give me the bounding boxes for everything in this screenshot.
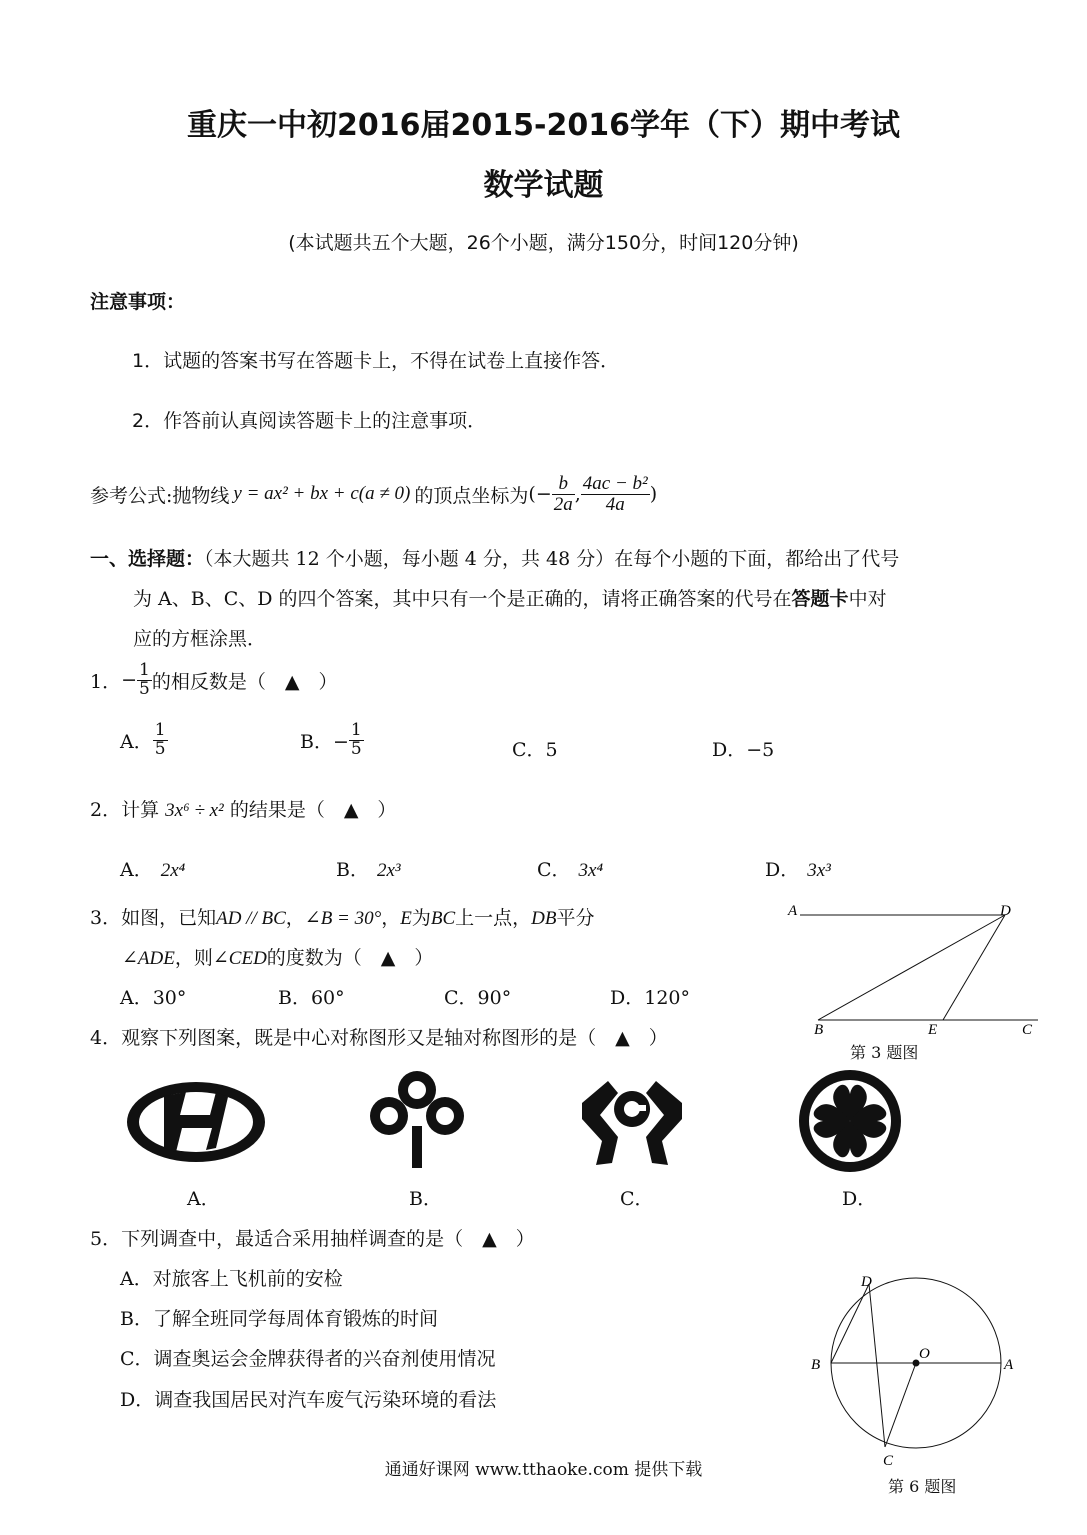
- q3-line1-f: 平分: [556, 907, 595, 929]
- question-1: [90, 662, 337, 699]
- q1-option-c[interactable]: C．5: [512, 739, 558, 761]
- q1-option-b-den: 5: [350, 738, 362, 759]
- question-5: 5．下列调查中，最适合采用抽样调查的是（ ▲ ）: [90, 1228, 535, 1250]
- q2-option-a-label: A．: [120, 859, 153, 881]
- q5-option-b[interactable]: B．了解全班同学每周体育锻炼的时间: [120, 1308, 438, 1330]
- formula-middle: 的顶点坐标为: [414, 484, 529, 507]
- q2-num: 2．: [90, 799, 122, 821]
- q2-expression: 3x⁶ ÷ x²: [165, 800, 224, 821]
- q2-text-a: 计算: [121, 799, 160, 821]
- fig6-point-C-label: C: [883, 1453, 894, 1469]
- section1-desc-2-bold: 答题卡: [791, 588, 849, 610]
- q2-option-a[interactable]: [120, 855, 185, 882]
- q1-option-a-den: 5: [154, 738, 166, 759]
- q3-line1-m2: ∠B = 30°: [304, 908, 382, 929]
- q1-option-b-fraction: [349, 722, 364, 759]
- q1-option-a[interactable]: [120, 722, 168, 759]
- q3-line1-a: 3．如图，已知: [90, 907, 217, 929]
- q2-option-a-expr: 2x⁴: [160, 860, 186, 881]
- footer-source: 通通好课网 www.tthaoke.com 提供下载: [384, 1460, 703, 1480]
- reference-formula: [90, 466, 657, 522]
- q2-option-d[interactable]: [765, 855, 831, 882]
- logo-c-hands-icon[interactable]: [578, 1075, 686, 1169]
- formula-frac2-den: 4a: [605, 493, 625, 515]
- notice-item-2: 2．作答前认真阅读答题卡上的注意事项．: [132, 410, 487, 432]
- section1-heading: 一、选择题：: [90, 548, 205, 570]
- q1-option-b-label: B．−: [300, 730, 349, 753]
- line-BD: [818, 915, 1005, 1020]
- formula-frac2: [581, 474, 650, 515]
- fig6-point-O-label: O: [919, 1346, 930, 1362]
- q3-line1-d: 为: [411, 907, 431, 929]
- section1-desc-2a: 为 A、B、C、D 的四个答案，其中只有一个是正确的，请将正确答案的代号在: [133, 588, 792, 610]
- q3-line2-a: ，则: [174, 947, 213, 969]
- q3-line1-m1: AD // BC: [216, 908, 286, 929]
- formula-prefix: 参考公式:抛物线: [90, 484, 230, 507]
- line-ED: [943, 915, 1005, 1020]
- q1-option-a-num: 1: [154, 720, 166, 740]
- formula-open: (−: [528, 483, 552, 505]
- exam-title: 重庆一中初2016届2015-2016学年（下）期中考试: [187, 108, 900, 143]
- q2-option-b-expr: 2x³: [376, 860, 401, 881]
- q2-option-d-label: D．: [765, 859, 800, 881]
- section1-line2: [133, 584, 887, 611]
- q3-option-b[interactable]: B．60°: [278, 987, 345, 1009]
- q3-line2-m2: ∠CED: [212, 948, 267, 969]
- logo-d-quatrefoil-icon[interactable]: [797, 1068, 903, 1174]
- q1-option-b-num: 1: [350, 720, 362, 740]
- q1-option-a-fraction: [153, 722, 168, 759]
- point-A-label: A: [788, 903, 798, 919]
- q3-option-a[interactable]: A．30°: [120, 987, 187, 1009]
- q2-option-d-expr: 3x³: [807, 860, 831, 881]
- section1-line1: [90, 544, 899, 571]
- q4-label-c: C．: [620, 1188, 654, 1210]
- q2-option-c[interactable]: [537, 855, 603, 882]
- q4-label-d: D．: [842, 1188, 877, 1210]
- q3-option-d[interactable]: D．120°: [610, 987, 690, 1009]
- q2-option-c-expr: 3x⁴: [578, 860, 604, 881]
- exam-subtitle: 数学试题: [483, 168, 604, 203]
- formula-frac2-num: 4ac − b²: [582, 472, 648, 494]
- q4-label-a: A．: [187, 1188, 220, 1210]
- logo-b-trefoil-icon[interactable]: [365, 1068, 469, 1172]
- q2-option-b[interactable]: [336, 855, 401, 882]
- point-D-label: D: [1000, 903, 1011, 919]
- q1-fraction-num: 1: [139, 660, 150, 680]
- notice-item-1: 1．试题的答案书写在答题卡上，不得在试卷上直接作答．: [132, 350, 620, 372]
- formula-equation: y = ax² + bx + c(a ≠ 0): [233, 483, 411, 504]
- notice-heading: 注意事项：: [90, 291, 186, 313]
- q3-line1-m5: DB: [531, 908, 557, 929]
- q2-text-b: 的结果是（ ▲ ）: [229, 799, 397, 821]
- point-B-label: B: [814, 1022, 824, 1038]
- q3-line1-e: 上一点，: [455, 907, 532, 929]
- q1-num: 1．: [90, 670, 122, 693]
- q1-fraction: [137, 662, 152, 699]
- q3-line2-m1: ∠ADE: [122, 948, 175, 969]
- q1-option-d[interactable]: D．−5: [712, 739, 775, 761]
- section1-desc-2b: 中对: [848, 588, 887, 610]
- q3-line1-m4: BC: [430, 908, 456, 929]
- q5-option-c[interactable]: C．调查奥运会金牌获得者的兴奋剂使用情况: [120, 1348, 496, 1370]
- formula-comma: ,: [574, 483, 581, 505]
- q2-option-c-label: C．: [537, 859, 571, 881]
- q1-option-a-label: A．: [120, 730, 153, 753]
- section1-line3: 应的方框涂黑．: [133, 628, 267, 650]
- q1-text: 的相反数是（ ▲ ）: [151, 670, 338, 693]
- q3-line1-c: ，: [381, 907, 401, 929]
- q1-fraction-den: 5: [139, 678, 150, 699]
- point-E-label: E: [928, 1022, 938, 1038]
- fig6-point-D-label: D: [861, 1274, 872, 1290]
- formula-frac1-den: 2a: [553, 493, 573, 515]
- formula-frac1-num: b: [552, 474, 575, 495]
- q5-option-d[interactable]: D．调查我国居民对汽车废气污染环境的看法: [120, 1389, 497, 1411]
- logo-a-ellipse-h-icon[interactable]: [124, 1078, 268, 1166]
- q1-minus: −: [121, 669, 138, 692]
- question-4: 4．观察下列图案，既是中心对称图形又是轴对称图形的是（ ▲ ）: [90, 1027, 668, 1049]
- formula-close: ): [649, 483, 658, 505]
- line-DC: [869, 1284, 885, 1447]
- question-3-line1: [90, 903, 595, 930]
- section1-desc-1: （本大题共 12 个小题，每小题 4 分，共 48 分）在每个小题的下面，都给出了代号: [204, 548, 900, 570]
- formula-frac1: [552, 474, 575, 515]
- q5-option-a[interactable]: A．对旅客上飞机前的安检: [120, 1268, 343, 1290]
- q4-label-b: B．: [409, 1188, 442, 1210]
- q2-option-b-label: B．: [336, 859, 369, 881]
- exam-note: (本试题共五个大题，26个小题，满分150分，时间120分钟): [288, 232, 799, 254]
- figure-6-diagram: [805, 1270, 1035, 1480]
- point-C-label: C: [1022, 1022, 1033, 1038]
- q1-option-b[interactable]: [300, 722, 364, 759]
- line-CO: [885, 1363, 916, 1447]
- fig6-point-B-label: B: [811, 1357, 821, 1373]
- q3-line1-m3: E: [400, 908, 412, 929]
- question-2: [90, 795, 396, 822]
- figure-6-caption: 第 6 题图: [888, 1477, 957, 1496]
- q3-option-c[interactable]: C．90°: [444, 987, 512, 1009]
- q3-line2-b: 的度数为（ ▲ ）: [266, 947, 434, 969]
- figure-3-caption: 第 3 题图: [850, 1043, 919, 1062]
- question-3-line2: [122, 943, 433, 970]
- line-BD: [831, 1284, 869, 1363]
- fig6-point-A-label: A: [1004, 1357, 1014, 1373]
- q3-line1-b: ，: [285, 907, 305, 929]
